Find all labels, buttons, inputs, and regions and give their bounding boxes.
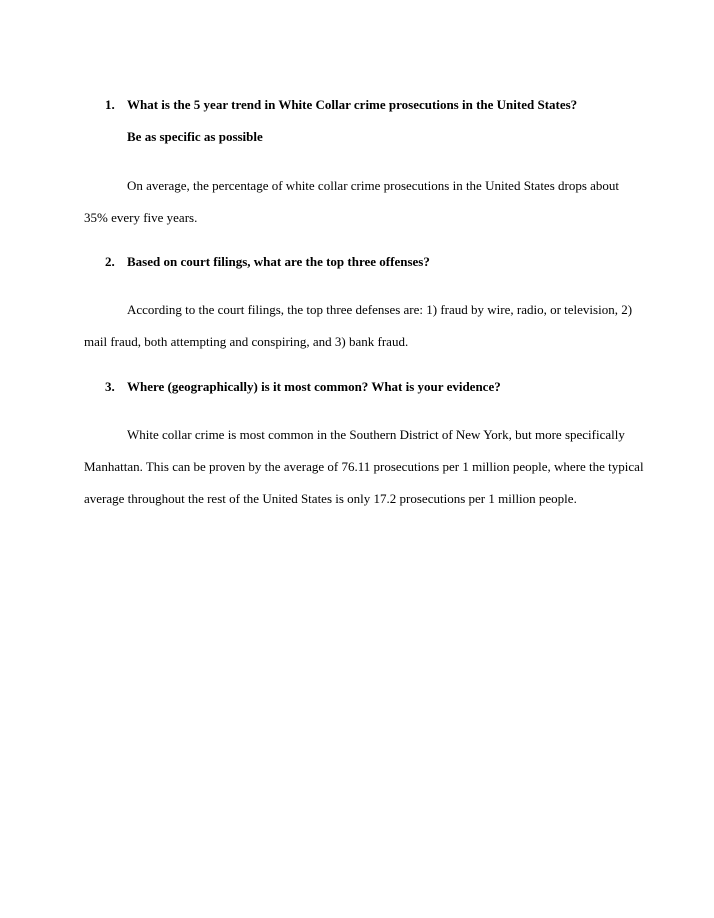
question-3 — [105, 379, 501, 395]
question-1 — [105, 97, 577, 113]
answer-1: On average, the percentage of white collar crime prosecutions in the United States drops about 35% every five years. — [84, 178, 620, 225]
question-2-text: Based on court filings, what are the top three offenses? — [127, 254, 430, 269]
question-2-number: 2. — [105, 254, 115, 269]
question-1-number: 1. — [105, 97, 115, 112]
answer-3: White collar crime is most common in the Southern District of New York, but more specifically Manhattan. This can be proven by the average of 76.11 prosecutions per 1 million people, where the typical average throughout the rest of the United States is only 17.2 prosecutions per 1 million people. — [84, 427, 644, 506]
question-3-number: 3. — [105, 379, 115, 394]
question-3-text: Where (geographically) is it most common? What is your evidence? — [127, 379, 501, 394]
answer-2: According to the court filings, the top three defenses are: 1) fraud by wire, radio, or television, 2) mail fraud, both attempting and conspiring, and 3) bank fraud. — [84, 302, 633, 349]
question-1-text: What is the 5 year trend in White Collar crime prosecutions in the United States? — [127, 97, 578, 112]
question-2 — [105, 254, 430, 270]
question-1-subtext: Be as specific as possible — [127, 129, 263, 144]
